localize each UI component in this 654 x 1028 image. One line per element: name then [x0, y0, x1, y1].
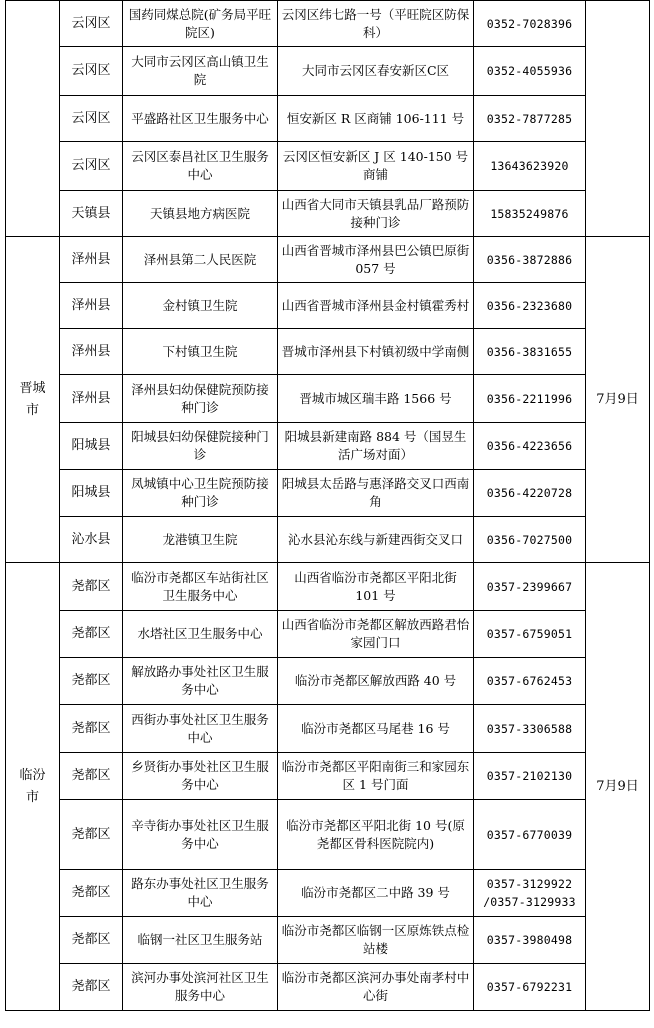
table-row [6, 329, 650, 375]
address-cell: 山西省临汾市尧都区平阳北街 101 号 [278, 563, 474, 611]
address-cell: 云冈区纬七路一号（平旺院区防保科） [278, 1, 474, 47]
phone-cell: 15835249876 [474, 191, 586, 237]
address-cell: 晋城市泽州县下村镇初级中学南侧 [278, 329, 474, 375]
table-row [6, 705, 650, 753]
table-row [6, 47, 650, 96]
district-cell: 云冈区 [60, 96, 123, 142]
city-cell: 晋城市 [6, 237, 60, 563]
district-cell: 尧都区 [60, 658, 123, 705]
phone-cell: 0356-3872886 [474, 237, 586, 283]
date-cell [586, 1, 650, 237]
table-row [6, 470, 650, 517]
site-name-cell: 辛寺街办事处社区卫生服务中心 [123, 800, 278, 870]
site-name-cell: 泽州县第二人民医院 [123, 237, 278, 283]
address-cell: 山西省晋城市泽州县巴公镇巴原街 057 号 [278, 237, 474, 283]
site-name-cell: 大同市云冈区高山镇卫生院 [123, 47, 278, 96]
district-cell: 尧都区 [60, 611, 123, 658]
table-row [6, 658, 650, 705]
site-name-cell: 解放路办事处社区卫生服务中心 [123, 658, 278, 705]
city-cell: 临汾市 [6, 563, 60, 1011]
district-cell: 泽州县 [60, 283, 123, 329]
phone-cell: 0356-4220728 [474, 470, 586, 517]
address-cell: 阳城县新建南路 884 号（国昱生活广场对面） [278, 423, 474, 470]
site-name-cell: 泽州县妇幼保健院预防接种门诊 [123, 375, 278, 423]
city-cell [6, 1, 60, 237]
table-row [6, 1, 650, 47]
phone-cell: 0356-2211996 [474, 375, 586, 423]
table-row [6, 800, 650, 870]
site-name-cell: 乡贤街办事处社区卫生服务中心 [123, 753, 278, 800]
district-cell: 云冈区 [60, 142, 123, 191]
table-row [6, 283, 650, 329]
address-cell: 山西省临汾市尧都区解放西路君怡家园门口 [278, 611, 474, 658]
site-name-cell: 龙港镇卫生院 [123, 517, 278, 563]
table-row [6, 870, 650, 917]
site-name-cell: 路东办事处社区卫生服务中心 [123, 870, 278, 917]
table-row [6, 917, 650, 964]
district-cell: 泽州县 [60, 237, 123, 283]
date-cell: 7月9日 [586, 237, 650, 563]
address-cell: 临汾市尧都区平阳南街三和家园东区 1 号门面 [278, 753, 474, 800]
phone-cell: 0357-3129922 /0357-3129933 [474, 870, 586, 917]
table-row [6, 611, 650, 658]
phone-cell: 0357-6762453 [474, 658, 586, 705]
phone-cell: 0356-3831655 [474, 329, 586, 375]
district-cell: 尧都区 [60, 563, 123, 611]
district-cell: 云冈区 [60, 1, 123, 47]
table-row [6, 423, 650, 470]
district-cell: 尧都区 [60, 705, 123, 753]
address-cell: 阳城县太岳路与惠泽路交叉口西南角 [278, 470, 474, 517]
district-cell: 尧都区 [60, 917, 123, 964]
table-row [6, 237, 650, 283]
site-name-cell: 临钢一社区卫生服务站 [123, 917, 278, 964]
phone-cell: 0357-3980498 [474, 917, 586, 964]
address-cell: 晋城市城区瑞丰路 1566 号 [278, 375, 474, 423]
site-name-cell: 阳城县妇幼保健院接种门诊 [123, 423, 278, 470]
phone-cell: 0357-6759051 [474, 611, 586, 658]
address-cell: 山西省大同市天镇县乳品厂路预防接种门诊 [278, 191, 474, 237]
address-cell: 临汾市尧都区马尾巷 16 号 [278, 705, 474, 753]
site-name-cell: 西街办事处社区卫生服务中心 [123, 705, 278, 753]
address-cell: 大同市云冈区春安新区C区 [278, 47, 474, 96]
phone-cell: 0356-7027500 [474, 517, 586, 563]
date-cell: 7月9日 [586, 563, 650, 1011]
address-cell: 云冈区恒安新区 J 区 140-150 号商铺 [278, 142, 474, 191]
address-cell: 山西省晋城市泽州县金村镇霍秀村 [278, 283, 474, 329]
district-cell: 尧都区 [60, 753, 123, 800]
site-name-cell: 国药同煤总院(矿务局平旺院区) [123, 1, 278, 47]
table-row [6, 191, 650, 237]
phone-cell: 0357-3306588 [474, 705, 586, 753]
vaccination-sites-table [5, 0, 650, 1011]
table-row [6, 964, 650, 1011]
address-cell: 临汾市尧都区解放西路 40 号 [278, 658, 474, 705]
site-name-cell: 凤城镇中心卫生院预防接种门诊 [123, 470, 278, 517]
phone-cell: 0352-7028396 [474, 1, 586, 47]
table-row [6, 517, 650, 563]
phone-cell: 0356-4223656 [474, 423, 586, 470]
address-cell: 恒安新区 R 区商铺 106-111 号 [278, 96, 474, 142]
address-cell: 临汾市尧都区滨河办事处南孝村中心街 [278, 964, 474, 1011]
district-cell: 尧都区 [60, 800, 123, 870]
table-row [6, 753, 650, 800]
district-cell: 阳城县 [60, 470, 123, 517]
site-name-cell: 滨河办事处滨河社区卫生服务中心 [123, 964, 278, 1011]
district-cell: 沁水县 [60, 517, 123, 563]
site-name-cell: 云冈区泰昌社区卫生服务中心 [123, 142, 278, 191]
district-cell: 泽州县 [60, 375, 123, 423]
phone-cell: 0352-4055936 [474, 47, 586, 96]
address-cell: 临汾市尧都区二中路 39 号 [278, 870, 474, 917]
table-row [6, 96, 650, 142]
district-cell: 尧都区 [60, 964, 123, 1011]
table-row [6, 142, 650, 191]
site-name-cell: 临汾市尧都区车站街社区卫生服务中心 [123, 563, 278, 611]
district-cell: 云冈区 [60, 47, 123, 96]
district-cell: 尧都区 [60, 870, 123, 917]
phone-cell: 13643623920 [474, 142, 586, 191]
phone-cell: 0356-2323680 [474, 283, 586, 329]
district-cell: 阳城县 [60, 423, 123, 470]
district-cell: 天镇县 [60, 191, 123, 237]
phone-cell: 0357-2102130 [474, 753, 586, 800]
address-cell: 临汾市尧都区平阳北街 10 号(原尧都区骨科医院院内) [278, 800, 474, 870]
table-row [6, 375, 650, 423]
site-name-cell: 水塔社区卫生服务中心 [123, 611, 278, 658]
phone-cell: 0357-6770039 [474, 800, 586, 870]
phone-cell: 0357-6792231 [474, 964, 586, 1011]
site-name-cell: 下村镇卫生院 [123, 329, 278, 375]
phone-cell: 0352-7877285 [474, 96, 586, 142]
address-cell: 临汾市尧都区临钢一区原炼铁点检站楼 [278, 917, 474, 964]
site-name-cell: 天镇县地方病医院 [123, 191, 278, 237]
table-row [6, 563, 650, 611]
site-name-cell: 金村镇卫生院 [123, 283, 278, 329]
address-cell: 沁水县沁东线与新建西街交叉口 [278, 517, 474, 563]
site-name-cell: 平盛路社区卫生服务中心 [123, 96, 278, 142]
district-cell: 泽州县 [60, 329, 123, 375]
phone-cell: 0357-2399667 [474, 563, 586, 611]
